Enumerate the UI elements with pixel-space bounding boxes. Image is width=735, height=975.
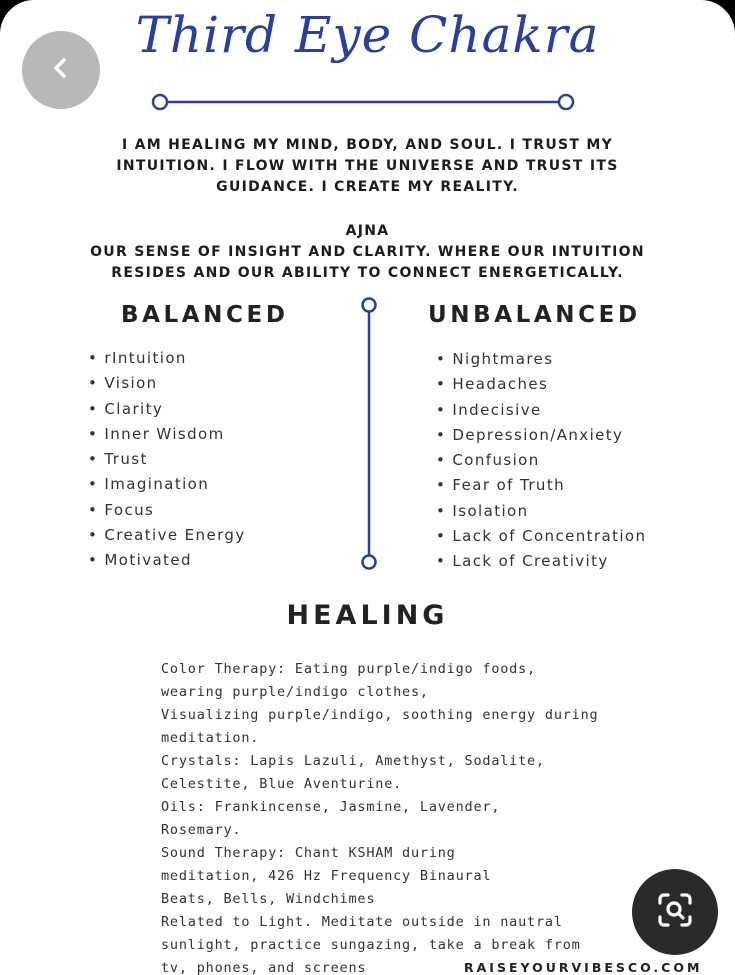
list-item: • Isolation <box>436 499 646 524</box>
healing-line: tv, phones, and screens <box>161 960 367 975</box>
chevron-left-icon <box>48 55 74 85</box>
healing-text <box>161 658 598 975</box>
healing-line: Related to Light. Meditate outside in nautral <box>161 914 563 930</box>
healing-line: meditation, 426 Hz Frequency Binaural <box>161 868 492 884</box>
list-item: • Confusion <box>436 448 646 473</box>
column-divider <box>357 296 381 576</box>
description-line: RESIDES AND OUR ABILITY TO CONNECT ENERGETICALLY. <box>111 265 624 281</box>
unbalanced-list <box>436 347 646 575</box>
balanced-heading: BALANCED <box>121 302 289 328</box>
visual-search-icon <box>655 890 695 934</box>
description-line: OUR SENSE OF INSIGHT AND CLARITY. WHERE OUR INTUITION <box>90 244 645 260</box>
list-item: • Lack of Creativity <box>436 549 646 574</box>
list-item: • Depression/Anxiety <box>436 423 646 448</box>
chakra-description <box>0 242 735 284</box>
list-item: • rIntuition <box>88 346 246 371</box>
healing-line: meditation. <box>161 730 260 746</box>
healing-line: wearing purple/indigo clothes, <box>161 684 429 700</box>
list-item: • Inner Wisdom <box>88 422 246 447</box>
healing-line: Oils: Frankincense, Jasmine, Lavender, <box>161 799 501 815</box>
healing-line: Visualizing purple/indigo, soothing energy during <box>161 707 599 723</box>
unbalanced-heading: UNBALANCED <box>428 302 641 328</box>
list-item: • Clarity <box>88 397 246 422</box>
list-item: • Creative Energy <box>88 523 246 548</box>
healing-line: Celestite, Blue Aventurine. <box>161 776 403 792</box>
list-item: • Indecisive <box>436 398 646 423</box>
list-item: • Motivated <box>88 548 246 573</box>
website-credit: RAISEYOURVIBESCO.COM <box>464 960 703 975</box>
back-button[interactable] <box>22 31 100 109</box>
affirmation-line: I AM HEALING MY MIND, BODY, AND SOUL. I TRUST MY <box>121 137 614 153</box>
healing-line: Beats, Bells, Windchimes <box>161 891 376 907</box>
page-title: Third Eye Chakra <box>135 6 600 64</box>
healing-line: Crystals: Lapis Lazuli, Amethyst, Sodalite, <box>161 753 545 769</box>
healing-line: Sound Therapy: Chant KSHAM during <box>161 845 456 861</box>
list-item: • Headaches <box>436 372 646 397</box>
list-item: • Vision <box>88 371 246 396</box>
list-item: • Trust <box>88 447 246 472</box>
title-divider <box>150 88 582 116</box>
list-item: • Lack of Concentration <box>436 524 646 549</box>
affirmation-line: GUIDANCE. I CREATE MY REALITY. <box>216 179 519 195</box>
list-item: • Fear of Truth <box>436 473 646 498</box>
list-item: • Imagination <box>88 472 246 497</box>
list-item: • Focus <box>88 498 246 523</box>
visual-search-button[interactable] <box>632 869 718 955</box>
affirmation <box>0 135 735 198</box>
healing-heading: HEALING <box>286 600 449 631</box>
healing-line: sunlight, practice sungazing, take a break from <box>161 937 581 953</box>
affirmation-line: INTUITION. I FLOW WITH THE UNIVERSE AND TRUST ITS <box>116 158 619 174</box>
balanced-list <box>88 346 246 574</box>
list-item: • Nightmares <box>436 347 646 372</box>
sanskrit-name: AJNA <box>345 223 390 239</box>
healing-line: Rosemary. <box>161 822 242 838</box>
healing-line: Color Therapy: Eating purple/indigo foods, <box>161 661 536 677</box>
